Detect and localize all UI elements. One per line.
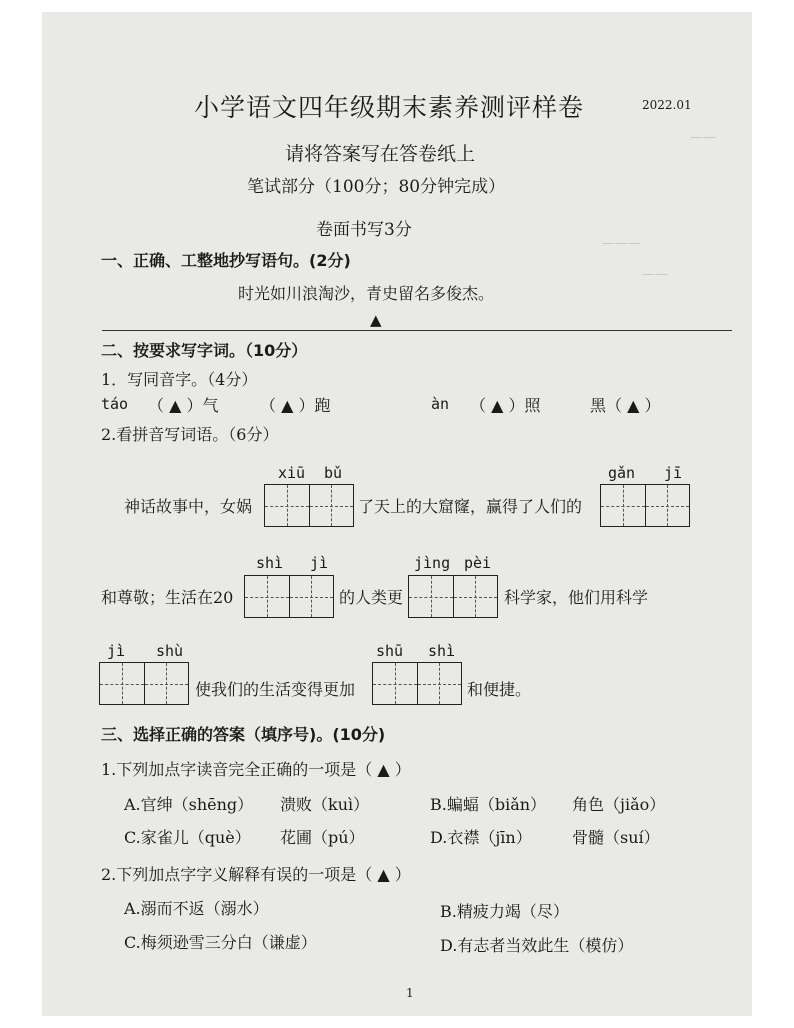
section2-heading: 二、按要求写字词。（10分） — [101, 341, 308, 360]
homophone-item-4: 黑（ ▲ ） — [590, 396, 661, 415]
pinyin-sentence-part: 和尊敬；生活在20 — [101, 588, 234, 607]
option-d-word2: 骨髓（suí） — [572, 828, 660, 847]
copy-sentence: 时光如川浪淘沙，青史留名多俊杰。 — [238, 284, 495, 303]
answer-grid-ganji[interactable] — [600, 484, 690, 527]
pinyin-shu: shù — [156, 642, 184, 660]
homophone-item-3: （ ▲ ）照 — [470, 396, 541, 415]
option-c-word2: 花圃（pú） — [280, 828, 365, 847]
pinyin-an: àn — [431, 395, 450, 413]
option-c: C.梅须逊雪三分白（谦虚） — [124, 933, 317, 952]
pinyin-sentence-part: 使我们的生活变得更加 — [195, 680, 356, 699]
answer-grid-shushi[interactable] — [372, 662, 462, 705]
pinyin-ji: jì — [107, 642, 126, 660]
pinyin-tao: táo — [101, 395, 129, 413]
q2-1-label: 1．写同音字。（4分） — [101, 370, 258, 389]
option-c: C.家雀儿（què） — [124, 828, 251, 847]
answer-marker: ▲ — [370, 311, 382, 329]
pinyin-xiu: xiū — [278, 464, 306, 482]
pinyin-sentence-part: 了天上的大窟窿，赢得了人们的 — [358, 497, 583, 516]
pinyin-gan: gǎn — [608, 464, 636, 482]
pinyin-sentence-part: 神话故事中，女娲 — [124, 497, 253, 516]
divider-line — [102, 330, 732, 331]
option-a-word2: 溃败（kuì） — [280, 795, 370, 814]
bleed-through-text: —— — [642, 267, 668, 282]
section3-heading: 三、选择正确的答案（填序号)。(10分) — [101, 725, 386, 744]
exam-date: 2022.01 — [642, 98, 692, 112]
q2-2-label: 2.看拼音写词语。（6分） — [101, 425, 279, 444]
answer-grid-xiubu[interactable] — [264, 484, 354, 527]
pinyin-sentence-part: 的人类更 — [339, 588, 404, 607]
exam-subtitle: 笔试部分（100分；80分钟完成） — [247, 177, 506, 197]
answer-instruction: 请将答案写在答卷纸上 — [285, 143, 476, 165]
option-b: B.精疲力竭（尽） — [440, 902, 569, 921]
pinyin-sentence-part: 科学家，他们用科学 — [504, 588, 649, 607]
option-b-word2: 角色（jiǎo） — [572, 795, 666, 814]
homophone-item-1: （ ▲ ）气 — [148, 396, 219, 415]
page-title: 小学语文四年级期末素养测评样卷 — [194, 93, 585, 122]
option-d: D.衣襟（jīn） — [430, 828, 532, 847]
pinyin-shi: shì — [256, 554, 284, 572]
answer-grid-shiji[interactable] — [244, 575, 334, 618]
q3-2-stem: 2.下列加点字字义解释有误的一项是（ ▲ ） — [101, 865, 411, 884]
pinyin-ji: jì — [310, 554, 329, 572]
homophone-item-2: （ ▲ ）跑 — [260, 396, 331, 415]
answer-grid-jishu[interactable] — [99, 662, 189, 705]
pinyin-ji: jī — [664, 464, 683, 482]
pinyin-sentence-part: 和便捷。 — [467, 680, 532, 699]
pinyin-pei: pèi — [464, 554, 492, 572]
option-d: D.有志者当效此生（模仿） — [440, 936, 634, 955]
answer-grid-jingpei[interactable] — [408, 575, 498, 618]
bleed-through-text: ——— — [602, 236, 641, 251]
pinyin-bu: bǔ — [324, 464, 343, 482]
section1-heading: 一、正确、工整地抄写语句。(2分) — [101, 251, 351, 270]
option-b: B.蝙蝠（biǎn） — [430, 795, 547, 814]
exam-paper — [42, 12, 752, 1016]
pinyin-shi: shì — [428, 642, 456, 660]
page-number: 1 — [406, 986, 414, 1000]
option-a: A.溺而不返（溺水） — [124, 899, 269, 918]
pinyin-jing: jìng — [414, 554, 451, 572]
q3-1-stem: 1.下列加点字读音完全正确的一项是（ ▲ ） — [101, 760, 411, 779]
pinyin-shu: shū — [376, 642, 404, 660]
handwriting-score: 卷面书写3分 — [316, 220, 412, 240]
option-a: A.官绅（shēng） — [124, 795, 254, 814]
bleed-through-text: —— — [690, 130, 716, 145]
